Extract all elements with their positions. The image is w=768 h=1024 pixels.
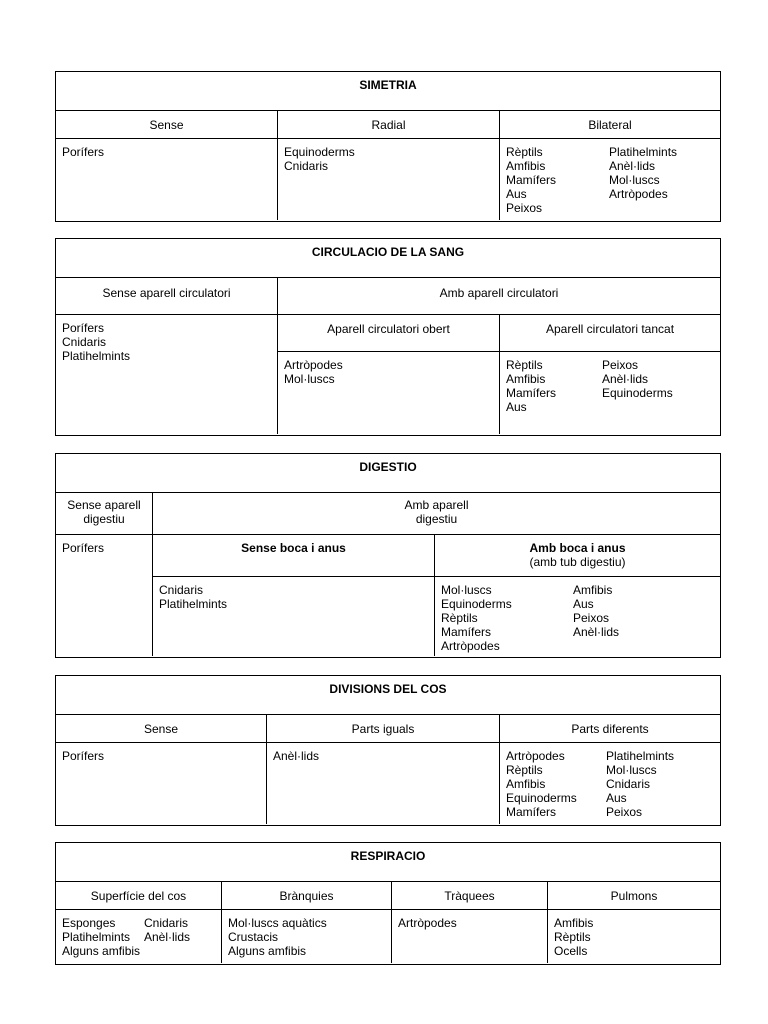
list-item: Mol·luscs (284, 372, 335, 386)
respiracio-header-pulmons: Pulmons (610, 889, 658, 903)
list-item: Artròpodes (609, 187, 668, 201)
list-item: Artròpodes (506, 749, 565, 763)
simetria-radial-cell (278, 139, 500, 220)
list-item: Peixos (506, 201, 543, 215)
list-item: Porífers (62, 541, 105, 555)
divisions-table (55, 675, 721, 826)
list-item: Ocells (554, 944, 588, 958)
simetria-table (55, 71, 721, 222)
list-item: Cnidaris (159, 583, 204, 597)
list-item: Mamífers (441, 625, 492, 639)
list-item: Rèptils (506, 358, 543, 372)
list-item: Platihelmints (606, 749, 675, 763)
list-item: Porífers (62, 145, 105, 159)
list-item: Anèl·lids (602, 372, 649, 386)
digestio-sense-cell (56, 535, 152, 656)
digestio-sense-boca-cell (153, 577, 435, 656)
circulacio-sense-cell (56, 315, 278, 434)
digestio-amb-boca-cell (435, 577, 720, 656)
list-item: Rèptils (506, 763, 543, 777)
list-item: Rèptils (441, 611, 478, 625)
list-item: Mol·luscs (606, 763, 657, 777)
circulacio-tancat-cell (500, 352, 720, 434)
digestio-table (55, 453, 721, 658)
list-item: Platihelmints (62, 930, 131, 944)
digestio-subheader-sense-boca: Sense boca i anus (153, 535, 435, 576)
list-item: Platihelmints (609, 145, 678, 159)
list-item: Mol·luscs (609, 173, 660, 187)
list-item: Esponges (62, 916, 116, 930)
respiracio-header-superficie: Superfície del cos (56, 882, 222, 909)
list-item: Rèptils (554, 930, 591, 944)
list-item: Cnidaris (62, 335, 107, 349)
respiracio-header-branquies: Brànquies (222, 882, 392, 909)
circulacio-header-amb: Amb aparell circulatori (439, 286, 559, 300)
digestio-header-amb: Amb aparell digestiu (153, 493, 720, 535)
simetria-header-bilateral: Bilateral (588, 118, 632, 132)
list-item: Platihelmints (159, 597, 228, 611)
respiracio-header-traquees: Tràquees (392, 882, 548, 909)
list-item: Equinoderms (441, 597, 512, 611)
respiracio-table (55, 842, 721, 965)
list-item: Anèl·lids (144, 930, 191, 944)
divisions-header-iguals: Parts iguals (267, 715, 500, 742)
list-item: Aus (506, 187, 527, 201)
list-item: Artròpodes (441, 639, 500, 653)
simetria-header-sense: Sense (56, 111, 278, 138)
respiracio-traquees-cell (392, 910, 548, 963)
simetria-header-radial: Radial (278, 111, 500, 138)
respiracio-pulmons-cell (548, 910, 720, 963)
list-item: Peixos (573, 611, 610, 625)
list-item: Amfibis (573, 583, 613, 597)
list-item: Peixos (602, 358, 639, 372)
list-item: Mamífers (506, 805, 557, 819)
list-item: Anèl·lids (573, 625, 620, 639)
list-item: Mamífers (506, 386, 557, 400)
digestio-header-sense: Sense aparell digestiu (56, 493, 152, 535)
list-item: Porífers (62, 321, 105, 335)
list-item: Amfibis (506, 159, 546, 173)
list-item: Platihelmints (62, 349, 131, 363)
list-item: Alguns amfibis (228, 944, 307, 958)
list-item: Aus (506, 400, 527, 414)
list-item: Mamífers (506, 173, 557, 187)
circulacio-subheader-obert: Aparell circulatori obert (278, 315, 500, 351)
list-item: Equinoderms (284, 145, 355, 159)
circulacio-title: CIRCULACIO DE LA SANG (56, 239, 720, 278)
circulacio-table (55, 238, 721, 436)
list-item: Aus (606, 791, 627, 805)
list-item: Cnidaris (606, 777, 651, 791)
circulacio-obert-cell (278, 352, 500, 434)
list-item: Porífers (62, 749, 105, 763)
simetria-sense-cell (56, 139, 278, 220)
respiracio-title: RESPIRACIO (56, 843, 720, 882)
list-item: Anèl·lids (609, 159, 656, 173)
list-item: Cnidaris (284, 159, 329, 173)
list-item: Mol·luscs (441, 583, 492, 597)
list-item: Amfibis (506, 777, 546, 791)
respiracio-branquies-cell (222, 910, 392, 963)
list-item: Alguns amfibis (62, 944, 141, 958)
list-item: Amfibis (506, 372, 546, 386)
circulacio-header-sense: Sense aparell circulatori (56, 278, 278, 314)
list-item: Equinoderms (506, 791, 577, 805)
list-item: Peixos (606, 805, 643, 819)
list-item: Cnidaris (144, 916, 189, 930)
list-item: Aus (573, 597, 594, 611)
circulacio-subheader-tancat: Aparell circulatori tancat (545, 322, 675, 336)
list-item: Equinoderms (602, 386, 673, 400)
list-item: Rèptils (506, 145, 543, 159)
list-item: Anèl·lids (273, 749, 320, 763)
simetria-bilateral-cell (500, 139, 720, 220)
digestio-subheader-amb-boca: Amb boca i anus (amb tub digestiu) (529, 541, 626, 569)
divisions-diferents-cell (500, 743, 720, 824)
divisions-title: DIVISIONS DEL COS (56, 676, 720, 715)
digestio-title: DIGESTIO (56, 454, 720, 493)
divisions-sense-cell (56, 743, 267, 824)
list-item: Crustacis (228, 930, 279, 944)
list-item: Artròpodes (398, 916, 457, 930)
list-item: Artròpodes (284, 358, 343, 372)
simetria-title: SIMETRIA (56, 72, 720, 111)
divisions-header-diferents: Parts diferents (571, 722, 649, 736)
list-item: Mol·luscs aquàtics (228, 916, 327, 930)
divisions-iguals-cell (267, 743, 500, 824)
divisions-header-sense: Sense (56, 715, 267, 742)
respiracio-superficie-cell (56, 910, 222, 963)
list-item: Amfibis (554, 916, 594, 930)
